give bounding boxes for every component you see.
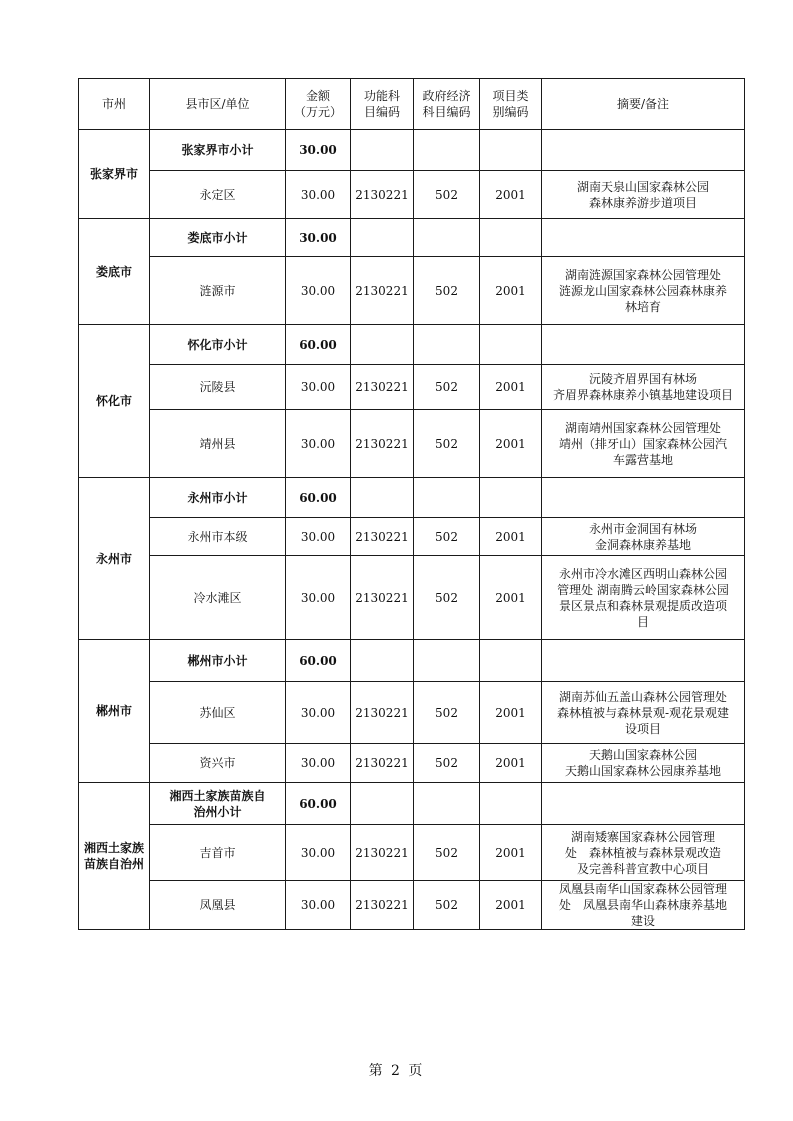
empty-cell bbox=[542, 130, 745, 171]
subtotal-row bbox=[79, 640, 745, 682]
project-note: 湖南靖州国家森林公园管理处 靖州（排牙山）国家森林公园汽 车露营基地 bbox=[542, 410, 745, 478]
header-func-code: 功能科 目编码 bbox=[351, 79, 414, 130]
empty-cell bbox=[351, 640, 414, 682]
empty-cell bbox=[414, 219, 480, 257]
empty-cell bbox=[480, 130, 542, 171]
project-note: 天鹅山国家森林公园 天鹅山国家森林公园康养基地 bbox=[542, 744, 745, 783]
empty-cell bbox=[351, 783, 414, 825]
table-row bbox=[79, 556, 745, 640]
city-name: 湘西土家族 苗族自治州 bbox=[79, 783, 150, 930]
city-name: 怀化市 bbox=[79, 325, 150, 478]
item-code: 2001 bbox=[480, 556, 542, 640]
header-econ-code: 政府经济 科目编码 bbox=[414, 79, 480, 130]
project-note: 永州市冷水滩区西明山森林公园 管理处 湖南腾云岭国家森林公园 景区景点和森林景观提质改造项 目 bbox=[542, 556, 745, 640]
city-name: 娄底市 bbox=[79, 219, 150, 325]
item-code: 2001 bbox=[480, 881, 542, 930]
header-note: 摘要/备注 bbox=[542, 79, 745, 130]
subtotal-label: 郴州市小计 bbox=[150, 640, 286, 682]
subtotal-amount: 60.00 bbox=[286, 325, 351, 365]
subtotal-row bbox=[79, 219, 745, 257]
subtotal-amount: 60.00 bbox=[286, 640, 351, 682]
func-code: 2130221 bbox=[351, 171, 414, 219]
empty-cell bbox=[542, 783, 745, 825]
county-name: 永州市本级 bbox=[150, 518, 286, 556]
subtotal-label: 娄底市小计 bbox=[150, 219, 286, 257]
subtotal-amount: 30.00 bbox=[286, 219, 351, 257]
amount-value: 30.00 bbox=[286, 881, 351, 930]
table-row bbox=[79, 682, 745, 744]
header-county: 县市区/单位 bbox=[150, 79, 286, 130]
amount-value: 30.00 bbox=[286, 682, 351, 744]
county-name: 冷水滩区 bbox=[150, 556, 286, 640]
table-row bbox=[79, 518, 745, 556]
econ-code: 502 bbox=[414, 518, 480, 556]
empty-cell bbox=[351, 219, 414, 257]
subtotal-label: 永州市小计 bbox=[150, 478, 286, 518]
project-note: 湖南矮寨国家森林公园管理 处 森林植被与森林景观改造 及完善科普宣教中心项目 bbox=[542, 825, 745, 881]
table-row bbox=[79, 410, 745, 478]
item-code: 2001 bbox=[480, 365, 542, 410]
subtotal-row bbox=[79, 783, 745, 825]
table-row bbox=[79, 744, 745, 783]
empty-cell bbox=[414, 325, 480, 365]
func-code: 2130221 bbox=[351, 825, 414, 881]
empty-cell bbox=[351, 325, 414, 365]
amount-value: 30.00 bbox=[286, 518, 351, 556]
subtotal-amount: 60.00 bbox=[286, 478, 351, 518]
subtotal-label: 怀化市小计 bbox=[150, 325, 286, 365]
item-code: 2001 bbox=[480, 410, 542, 478]
empty-cell bbox=[414, 783, 480, 825]
item-code: 2001 bbox=[480, 171, 542, 219]
county-name: 永定区 bbox=[150, 171, 286, 219]
item-code: 2001 bbox=[480, 825, 542, 881]
empty-cell bbox=[414, 640, 480, 682]
city-name: 张家界市 bbox=[79, 130, 150, 219]
table-body bbox=[79, 130, 745, 930]
amount-value: 30.00 bbox=[286, 410, 351, 478]
city-name: 永州市 bbox=[79, 478, 150, 640]
func-code: 2130221 bbox=[351, 556, 414, 640]
func-code: 2130221 bbox=[351, 365, 414, 410]
county-name: 吉首市 bbox=[150, 825, 286, 881]
econ-code: 502 bbox=[414, 682, 480, 744]
amount-value: 30.00 bbox=[286, 257, 351, 325]
table-row bbox=[79, 881, 745, 930]
project-note: 永州市金洞国有林场 金洞森林康养基地 bbox=[542, 518, 745, 556]
func-code: 2130221 bbox=[351, 410, 414, 478]
table-row bbox=[79, 171, 745, 219]
project-note: 湖南涟源国家森林公园管理处 涟源龙山国家森林公园森林康养 林培育 bbox=[542, 257, 745, 325]
item-code: 2001 bbox=[480, 682, 542, 744]
amount-value: 30.00 bbox=[286, 744, 351, 783]
empty-cell bbox=[542, 325, 745, 365]
empty-cell bbox=[542, 478, 745, 518]
county-name: 凤凰县 bbox=[150, 881, 286, 930]
project-note: 沅陵齐眉界国有林场 齐眉界森林康养小镇基地建设项目 bbox=[542, 365, 745, 410]
county-name: 涟源市 bbox=[150, 257, 286, 325]
amount-value: 30.00 bbox=[286, 171, 351, 219]
city-name: 郴州市 bbox=[79, 640, 150, 783]
empty-cell bbox=[351, 130, 414, 171]
empty-cell bbox=[351, 478, 414, 518]
subtotal-row bbox=[79, 478, 745, 518]
empty-cell bbox=[480, 478, 542, 518]
header-item-code: 项目类 别编码 bbox=[480, 79, 542, 130]
subtotal-amount: 60.00 bbox=[286, 783, 351, 825]
table-row bbox=[79, 825, 745, 881]
header-city: 市州 bbox=[79, 79, 150, 130]
econ-code: 502 bbox=[414, 881, 480, 930]
amount-value: 30.00 bbox=[286, 365, 351, 410]
empty-cell bbox=[480, 640, 542, 682]
empty-cell bbox=[414, 130, 480, 171]
empty-cell bbox=[480, 783, 542, 825]
func-code: 2130221 bbox=[351, 881, 414, 930]
empty-cell bbox=[480, 219, 542, 257]
county-name: 资兴市 bbox=[150, 744, 286, 783]
empty-cell bbox=[542, 640, 745, 682]
func-code: 2130221 bbox=[351, 257, 414, 325]
funding-table bbox=[78, 78, 745, 930]
func-code: 2130221 bbox=[351, 682, 414, 744]
subtotal-row bbox=[79, 325, 745, 365]
item-code: 2001 bbox=[480, 518, 542, 556]
func-code: 2130221 bbox=[351, 518, 414, 556]
project-note: 湖南天泉山国家森林公园 森林康养游步道项目 bbox=[542, 171, 745, 219]
table-row bbox=[79, 365, 745, 410]
subtotal-row bbox=[79, 130, 745, 171]
header-row bbox=[79, 79, 745, 130]
item-code: 2001 bbox=[480, 257, 542, 325]
header-amount: 金额 （万元） bbox=[286, 79, 351, 130]
amount-value: 30.00 bbox=[286, 556, 351, 640]
item-code: 2001 bbox=[480, 744, 542, 783]
econ-code: 502 bbox=[414, 410, 480, 478]
econ-code: 502 bbox=[414, 556, 480, 640]
econ-code: 502 bbox=[414, 744, 480, 783]
econ-code: 502 bbox=[414, 171, 480, 219]
project-note: 凤凰县南华山国家森林公园管理 处 凤凰县南华山森林康养基地 建设 bbox=[542, 881, 745, 930]
empty-cell bbox=[542, 219, 745, 257]
empty-cell bbox=[480, 325, 542, 365]
county-name: 靖州县 bbox=[150, 410, 286, 478]
econ-code: 502 bbox=[414, 825, 480, 881]
amount-value: 30.00 bbox=[286, 825, 351, 881]
county-name: 苏仙区 bbox=[150, 682, 286, 744]
subtotal-label: 湘西土家族苗族自 治州小计 bbox=[150, 783, 286, 825]
func-code: 2130221 bbox=[351, 744, 414, 783]
project-note: 湖南苏仙五盖山森林公园管理处 森林植被与森林景观-观花景观建 设项目 bbox=[542, 682, 745, 744]
table-row bbox=[79, 257, 745, 325]
econ-code: 502 bbox=[414, 365, 480, 410]
empty-cell bbox=[414, 478, 480, 518]
econ-code: 502 bbox=[414, 257, 480, 325]
page-number: 第 2 页 bbox=[368, 1063, 425, 1079]
subtotal-amount: 30.00 bbox=[286, 130, 351, 171]
county-name: 沅陵县 bbox=[150, 365, 286, 410]
subtotal-label: 张家界市小计 bbox=[150, 130, 286, 171]
